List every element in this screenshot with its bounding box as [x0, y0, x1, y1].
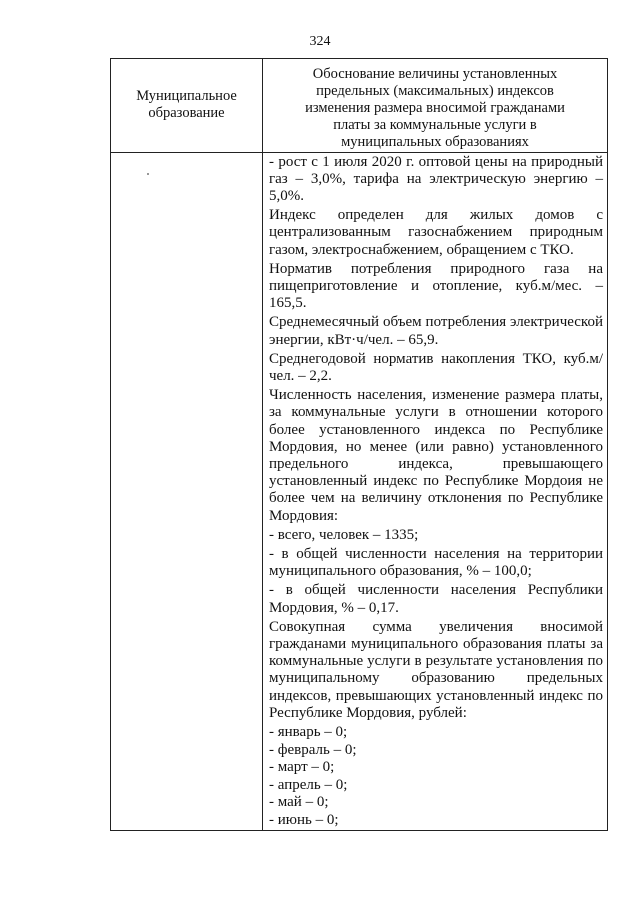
table-body-row — [111, 152, 608, 830]
growth-paragraph: - рост с 1 июля 2020 г. оптовой цены на природный газ – 3,0%, тарифа на электрическую энергию – 5,0%. — [269, 153, 603, 204]
header-justification-line: Обоснование величины установленных — [312, 66, 558, 82]
month-item: - июнь – 0; — [269, 812, 339, 829]
header-justification-line: предельных (максимальных) индексов — [316, 83, 554, 100]
header-justification-line: платы за коммунальные услуги в — [333, 117, 537, 134]
tko-paragraph: Среднегодовой норматив накопления ТКО, куб.м/чел. – 2,2. — [269, 350, 603, 384]
header-justification-line: изменения размера вносимой гражданами — [305, 100, 565, 117]
share-republic-item: - в общей численности населения Республики Мордовия, % – 0,17. — [269, 582, 603, 616]
scan-dot — [147, 173, 149, 175]
population-paragraph: Численность населения, изменение размера платы, за коммунальные услуги в отношении которого более установленного индекса по Республике Мордовия, но менее (или равно) установленного предельного индекса, превышающего установленный индекс по Республике Мордоия не более чем на величину отклонения по Республике Мордовия: — [269, 387, 603, 524]
header-municipality-line: Муниципальное — [136, 87, 237, 104]
month-item: - май – 0; — [269, 794, 329, 811]
month-item: - апрель – 0; — [269, 776, 348, 793]
electricity-paragraph: Среднемесячный объем потребления электрической энергии, кВт·ч/чел. – 65,9. — [269, 314, 603, 348]
justification-table — [110, 58, 608, 831]
justification-cell — [263, 152, 608, 830]
month-item: - январь – 0; — [269, 724, 348, 741]
sum-paragraph: Совокупная сумма увеличения вносимой гражданами муниципального образования платы за коммунальные услуги в результате установления по муниципальному образованию предельных индексов, превышающих установленный индекс по Республике Мордовия, рублей: — [269, 618, 603, 721]
share-municipal-item: - в общей численности населения на территории муниципального образования, % – 100,0; — [269, 546, 603, 580]
month-item: - февраль – 0; — [269, 741, 357, 758]
total-people-item: - всего, человек – 1335; — [269, 526, 419, 543]
month-item: - март – 0; — [269, 759, 335, 776]
page-number: 324 — [309, 34, 331, 49]
header-justification-cell — [263, 59, 608, 153]
table-header-row — [111, 59, 608, 153]
index-paragraph: Индекс определен для жилых домов с централизованным газоснабжением природным газом, электроснабжением, обращением с ТКО. — [269, 207, 603, 258]
gas-norm-paragraph: Норматив потребления природного газа на пищеприготовление и отопление, куб.м/мес. – 165,5. — [269, 260, 603, 312]
header-municipality-cell — [111, 59, 263, 153]
municipality-cell — [111, 152, 263, 830]
header-municipality-line: образование — [148, 105, 225, 122]
header-justification-line: муниципальных образованиях — [341, 134, 529, 151]
